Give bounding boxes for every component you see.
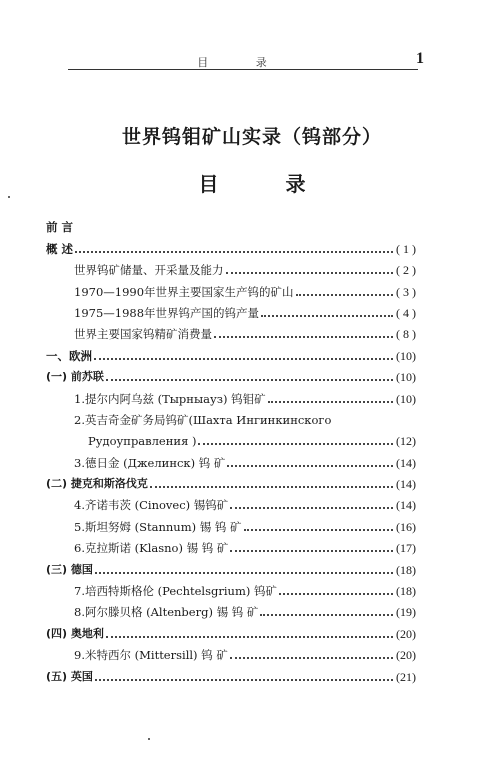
toc-entry-page: (10) — [396, 348, 416, 363]
dot-leader — [227, 465, 393, 467]
dot-leader — [95, 679, 393, 681]
dot-leader — [226, 272, 394, 274]
dot-leader — [106, 636, 393, 638]
running-header-title: 目 录 — [197, 56, 289, 69]
dot-leader — [296, 294, 393, 296]
toc-entry-page: ( 3 ) — [396, 284, 416, 299]
toc-entry[interactable] — [46, 299, 416, 320]
toc-entry-page: (10) — [396, 370, 416, 385]
toc-entry[interactable] — [46, 619, 416, 640]
table-of-contents — [46, 213, 416, 684]
toc-entry[interactable] — [46, 448, 416, 469]
dot-leader — [230, 507, 393, 509]
toc-entry[interactable] — [46, 406, 416, 427]
toc-entry-label: 世界钨矿储量、开采量及能力 — [74, 263, 224, 278]
toc-entry-label: (三) 德国 — [46, 562, 93, 576]
toc-entry-page: (19) — [396, 605, 416, 620]
toc-entry-page: (20) — [396, 648, 416, 663]
toc-entry-label: 6.克拉斯诺 (Klasno) 锡 钨 矿 — [74, 541, 229, 556]
toc-entry-label: 3.德日金 (Джелинск) 钨 矿 — [74, 455, 226, 470]
toc-entry-page: (18) — [396, 584, 416, 599]
toc-entry-page: ( 1 ) — [396, 241, 416, 256]
dot-leader — [95, 572, 393, 574]
toc-entry-page: (14) — [396, 477, 416, 492]
toc-entry-label: 一、欧洲 — [46, 348, 92, 363]
toc-entry-page: (20) — [396, 626, 416, 641]
dot-leader — [260, 614, 393, 616]
dot-leader — [150, 486, 393, 488]
dot-leader — [198, 443, 393, 445]
toc-entry-page: (14) — [396, 498, 416, 513]
dot-leader — [94, 358, 393, 360]
toc-entry-label: 4.齐诺韦茨 (Cinovec) 锡钨矿 — [74, 498, 229, 513]
toc-entry[interactable] — [46, 213, 416, 234]
dot-leader — [279, 593, 393, 595]
toc-entry[interactable] — [46, 277, 416, 298]
toc-entry-label: 8.阿尔滕贝格 (Altenberg) 锡 钨 矿 — [74, 605, 259, 620]
toc-entry[interactable] — [46, 234, 416, 255]
toc-entry[interactable] — [46, 384, 416, 405]
toc-entry[interactable] — [46, 320, 416, 341]
toc-entry[interactable] — [46, 470, 416, 491]
toc-entry-label: 9.米特西尔 (Mittersill) 钨 矿 — [74, 648, 228, 663]
toc-entry-page: (16) — [396, 519, 416, 534]
toc-heading: 目 录 — [198, 172, 336, 196]
toc-entry[interactable] — [46, 363, 416, 384]
dot-leader — [244, 529, 393, 531]
toc-entry-label: 前 言 — [46, 220, 74, 235]
toc-entry-page: ( 8 ) — [396, 327, 416, 342]
toc-entry[interactable] — [46, 341, 416, 362]
dot-leader — [230, 657, 393, 659]
toc-entry[interactable] — [46, 534, 416, 555]
toc-entry-page: (10) — [396, 391, 416, 406]
toc-entry[interactable] — [46, 662, 416, 683]
toc-entry-page: (18) — [396, 562, 416, 577]
book-title: 世界钨钼矿山实录（钨部分） — [121, 126, 382, 148]
toc-entry-label: (二) 捷克和斯洛伐克 — [46, 477, 148, 491]
toc-entry-page: (17) — [396, 541, 416, 556]
running-header — [68, 50, 424, 74]
toc-entry[interactable] — [46, 577, 416, 598]
dot-leader — [75, 251, 393, 253]
toc-entry-label: (一) 前苏联 — [46, 370, 104, 384]
toc-entry-label: 7.培西特斯格伦 (Pechtelsgrium) 钨矿 — [74, 584, 277, 599]
toc-entry-page: (21) — [396, 669, 416, 684]
toc-entry[interactable] — [46, 598, 416, 619]
toc-entry[interactable] — [46, 555, 416, 576]
toc-entry-label: (五) 英国 — [46, 669, 93, 683]
toc-entry-label: 1.提尔内阿乌兹 (Тырныауз) 钨钼矿 — [74, 391, 266, 406]
toc-entry-label: (四) 奥地利 — [46, 626, 104, 640]
toc-entry[interactable] — [46, 491, 416, 512]
toc-entry-label: 1975—1988年世界钨产国的钨产量 — [74, 305, 260, 320]
toc-entry[interactable] — [46, 641, 416, 662]
toc-entry-label: 概 述 — [46, 241, 74, 256]
toc-entry-page: (12) — [396, 434, 416, 449]
toc-entry-label: 5.斯坦努姆 (Stannum) 锡 钨 矿 — [74, 519, 242, 534]
header-rule — [68, 69, 418, 70]
toc-entry-page: ( 4 ) — [396, 305, 416, 320]
toc-entry[interactable] — [46, 256, 416, 277]
toc-entry[interactable] — [46, 512, 416, 533]
dot-leader — [261, 315, 393, 317]
running-header-page-number: 1 — [416, 50, 424, 67]
toc-entry-label: Рудоуправления ) — [88, 434, 197, 449]
toc-entry[interactable] — [46, 427, 416, 448]
toc-entry-label: 1970—1990年世界主要国家生产钨的矿山 — [74, 284, 294, 299]
toc-entry-label: 2.英吉奇金矿务局钨矿(Шахта Ингинкинского — [74, 412, 332, 427]
toc-entry-page: (14) — [396, 455, 416, 470]
dot-leader — [268, 401, 393, 403]
dot-leader — [230, 550, 393, 552]
scan-speck — [8, 196, 10, 198]
dot-leader — [214, 336, 393, 338]
dot-leader — [106, 379, 393, 381]
toc-entry-label: 世界主要国家钨精矿消费量 — [74, 327, 212, 342]
scan-speck — [148, 738, 150, 740]
toc-entry-page: ( 2 ) — [396, 263, 416, 278]
